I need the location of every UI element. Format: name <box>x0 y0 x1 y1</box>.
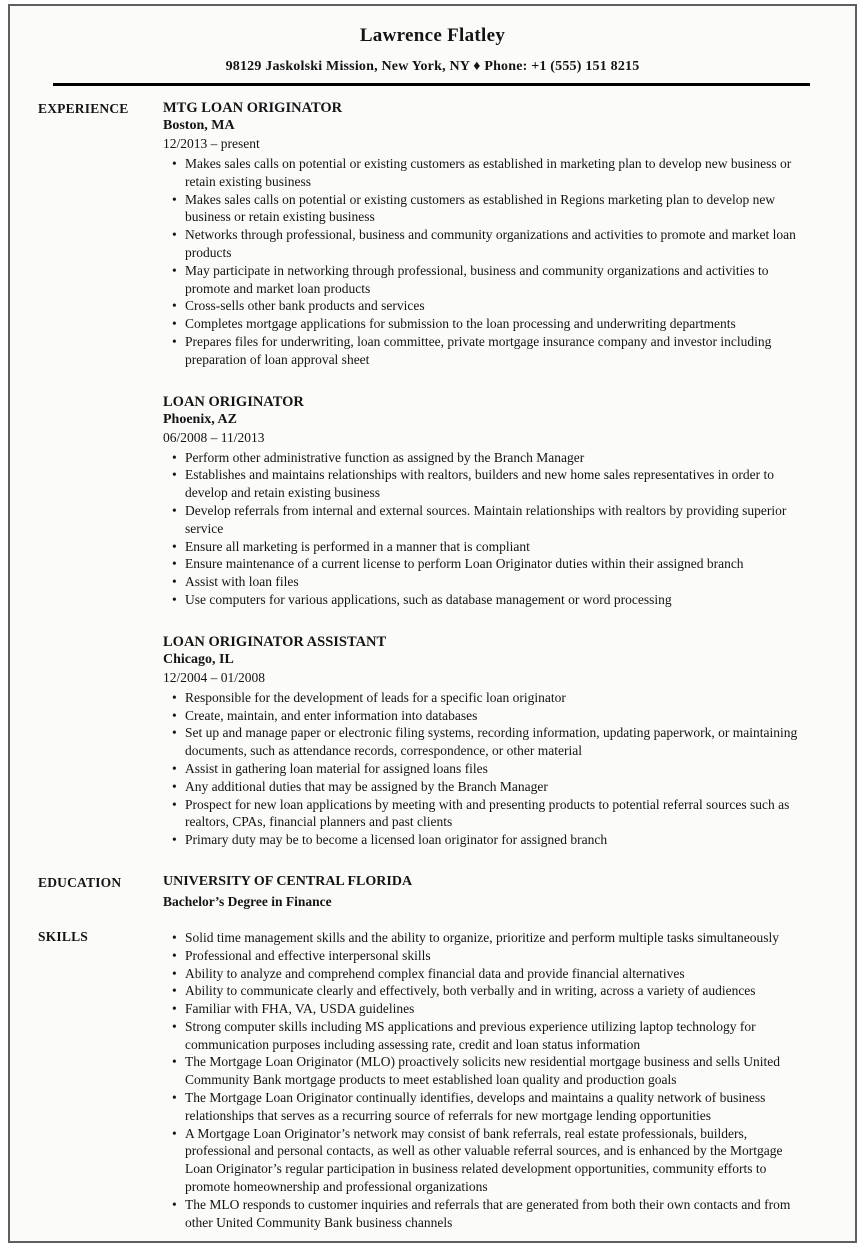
section-label-skills: SKILLS <box>38 928 88 944</box>
job-bullet: • Makes sales calls on potential or existing customers as established in marketing plan to develop new business or retain existing business <box>185 155 813 191</box>
skills-content <box>163 927 813 1232</box>
skill-bullet: • The Mortgage Loan Originator (MLO) proactively solicits new residential mortgage business and sells United Community Bank mortgage products to meet established loan quality and production goals <box>185 1053 813 1089</box>
job-bullet: • Develop referrals from internal and external sources. Maintain relationships with realtors by providing superior service <box>185 502 813 538</box>
job-dates: 12/2013 – present <box>163 136 260 151</box>
job-bullet: • May participate in networking through professional, business and community organizations and activities to promote and market loan products <box>185 262 813 298</box>
job-title: LOAN ORIGINATOR ASSISTANT <box>163 633 387 650</box>
job-location: Boston, MA <box>163 118 235 133</box>
skill-bullet: • The Mortgage Loan Originator continually identifies, develops and maintains a quality network of business relationships that serves as a recurring source of referrals for new mortgage lending opportunities <box>185 1089 813 1125</box>
job-location: Chicago, IL <box>163 651 234 667</box>
job-bullet: • Responsible for the development of leads for a specific loan originator <box>185 689 813 707</box>
job-bullet-list <box>163 155 813 369</box>
skill-bullet: • Professional and effective interpersonal skills <box>185 947 813 965</box>
experience-content <box>163 99 813 849</box>
job-bullet: • Assist in gathering loan material for assigned loans files <box>185 760 813 778</box>
job-entry-loan-originator-assistant <box>163 633 813 849</box>
resume-header <box>10 25 855 86</box>
degree-name: Bachelor’s Degree in Finance <box>163 893 332 909</box>
skills-bullet-list <box>163 929 813 1232</box>
job-entry-loan-originator <box>163 393 813 609</box>
resume-page <box>8 4 857 1243</box>
section-label-experience: EXPERIENCE <box>38 101 129 116</box>
job-title: LOAN ORIGINATOR <box>163 393 304 410</box>
school-name: UNIVERSITY OF CENTRAL FLORIDA <box>163 873 413 889</box>
contact-line: 98129 Jaskolski Mission, New York, NY ♦ Phone: +1 (555) 151 8215 <box>225 59 640 74</box>
skill-bullet: • Ability to communicate clearly and effectively, both verbally and in writing, across a variety of audiences <box>185 982 813 1000</box>
job-bullet: • Create, maintain, and enter information into databases <box>185 707 813 725</box>
job-bullet-list <box>163 689 813 849</box>
job-bullet: • Primary duty may be to become a licensed loan originator for assigned branch <box>185 831 813 849</box>
job-bullet: • Completes mortgage applications for submission to the loan processing and underwriting departments <box>185 315 813 333</box>
skill-bullet: • Strong computer skills including MS applications and previous experience utilizing laptop technology for communication purposes including assessing rate, credit and loan status information <box>185 1018 813 1054</box>
job-location: Phoenix, AZ <box>163 411 237 427</box>
job-bullet: • Use computers for various applications, such as database management or word processing <box>185 591 813 609</box>
skill-bullet: • The MLO responds to customer inquiries and referrals that are generated from both their own contacts and from other United Community Bank business channels <box>185 1196 813 1232</box>
job-bullet: • Prospect for new loan applications by meeting with and presenting products to potential referral sources such as realtors, CPAs, financial planners and past clients <box>185 796 813 832</box>
job-bullet: • Perform other administrative function as assigned by the Branch Manager <box>185 449 813 467</box>
job-title: MTG LOAN ORIGINATOR <box>163 100 343 116</box>
skill-bullet: • Ability to analyze and comprehend complex financial data and provide financial alternatives <box>185 965 813 983</box>
education-section <box>10 873 855 911</box>
job-dates: 06/2008 – 11/2013 <box>163 429 265 445</box>
job-bullet: • Networks through professional, business and community organizations and activities to promote and market loan products <box>185 226 813 262</box>
experience-section <box>10 99 855 849</box>
job-bullet-list <box>163 449 813 609</box>
job-bullet: • Establishes and maintains relationships with realtors, builders and new home sales representatives in order to develop and retain existing business <box>185 466 813 502</box>
skills-section <box>10 927 855 1232</box>
skill-bullet: • Familiar with FHA, VA, USDA guidelines <box>185 1000 813 1018</box>
job-bullet: • Ensure all marketing is performed in a manner that is compliant <box>185 538 813 556</box>
job-bullet: • Set up and manage paper or electronic filing systems, recording information, updating paperwork, or maintaining documents, such as attendance records, correspondence, or other material <box>185 724 813 760</box>
section-label-education: EDUCATION <box>38 874 122 890</box>
skill-bullet: • Solid time management skills and the ability to organize, prioritize and perform multiple tasks simultaneously <box>185 929 813 947</box>
job-bullet: • Assist with loan files <box>185 573 813 591</box>
job-bullet: • Any additional duties that may be assigned by the Branch Manager <box>185 778 813 796</box>
header-divider <box>53 83 810 86</box>
job-bullet: • Ensure maintenance of a current license to perform Loan Originator duties within their assigned branch <box>185 555 813 573</box>
job-bullet: • Makes sales calls on potential or existing customers as established in Regions marketing plan to develop new business or retain existing business <box>185 191 813 227</box>
person-name: Lawrence Flatley <box>359 25 506 46</box>
education-content <box>163 873 813 911</box>
job-dates: 12/2004 – 01/2008 <box>163 669 266 685</box>
skill-bullet: • A Mortgage Loan Originator’s network may consist of bank referrals, real estate professionals, builders, professional and personal contacts, as well as other valuable referral sources, and is enhanced by the Mortgage Loan Originator’s regular participation in business related development opportunities, community efforts to promote homeownership and professional organizations <box>185 1125 813 1196</box>
job-bullet: • Cross-sells other bank products and services <box>185 297 813 315</box>
job-entry-mtg-loan-originator <box>163 99 813 369</box>
job-bullet: • Prepares files for underwriting, loan committee, private mortgage insurance company and investor including preparation of loan approval sheet <box>185 333 813 369</box>
